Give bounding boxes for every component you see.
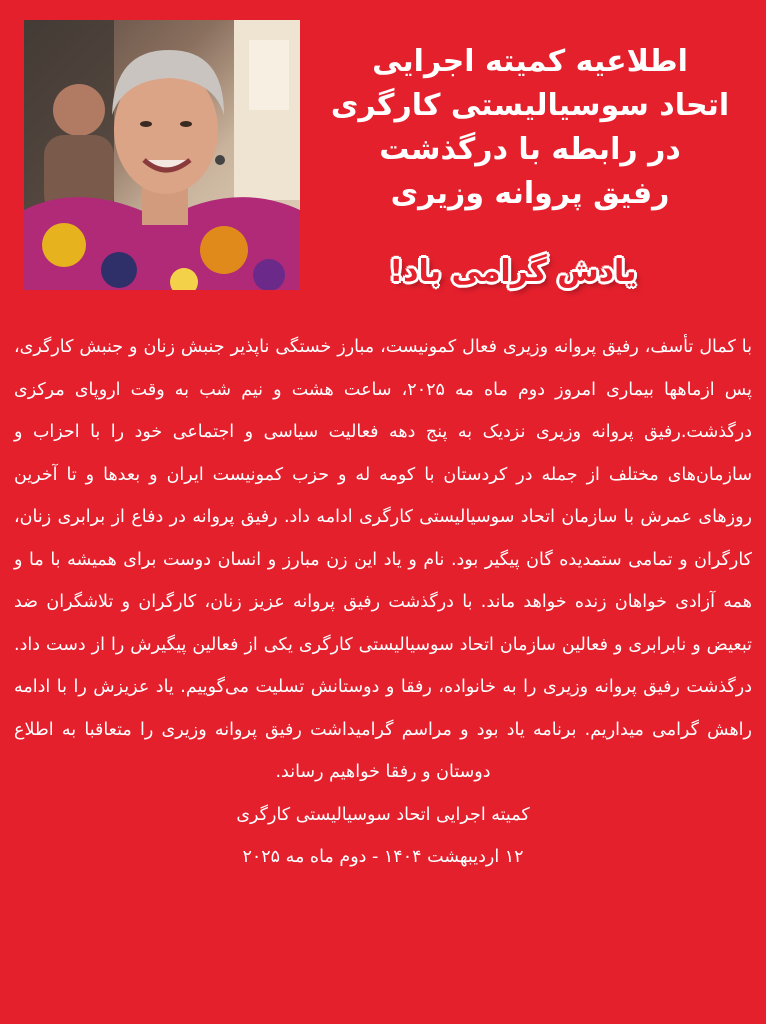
memorial-motto: یادش گرامی باد! — [389, 254, 637, 289]
title-line-4: رفیق پروانه وزیری — [390, 176, 670, 211]
title-line-3: در رابطه با درگذشت — [379, 132, 681, 167]
portrait-photo — [24, 20, 300, 290]
signature: کمیته اجرایی اتحاد سوسیالیستی کارگری — [236, 804, 530, 825]
title-line-1: اطلاعیه کمیته اجرایی — [372, 44, 688, 79]
portrait-illustration — [24, 20, 300, 290]
date-line: ۱۲ اردیبهشت ۱۴۰۴ - دوم ماه مه ۲۰۲۵ — [242, 847, 524, 867]
title-line-2: اتحاد سوسیالیستی کارگری — [330, 88, 730, 123]
announcement-body — [14, 326, 752, 1016]
body-paragraph: با کمال تأسف، رفیق پروانه وزیری فعال کمونیست، مبارز خستگی ناپذیر جنبش زنان و جنبش کارگری، پس ازماهها بیماری امروز دوم ماه مه ۲۰۲۵، ساعت هشت و نیم شب به وقت اروپای مرکزی درگذشت.رفیق پروانه وزیری نزدیک به پنج دهه فعالیت سیاسی و اجتماعی خود را با احزاب و سازمان‌های مختلف از جمله در کردستان با کومه له و حزب کمونیست ایران و بعدها و تا آخرین روزهای عمرش با سازمان اتحاد سوسیالیستی کارگری ادامه داد. رفیق پروانه در دفاع از برابری زنان، کارگران و تمامی ستمدیده گان پیگیر بود. نام و یاد این زن مبارز و انسان دوست برای همیشه با ما و همه آزادی خواهان زنده خواهد ماند. با درگذشت رفیق پروانه عزیز زنان، کارگران و تلاشگران ضد تبعیض و نابرابری و فعالین سازمان اتحاد سوسیالیستی کارگری یکی از فعالین پیگیرش را از دست داد. درگذشت رفیق پروانه وزیری را به خانواده، رفقا و دوستانش تسلیت می‌گوییم. یاد عزیزش را با ادامه راهش گرامی میداریم. برنامه یاد بود و مراسم گرامیداشت رفیق پروانه وزیری را متعاقبا به اطلاع دوستان و رفقا خواهیم رساند. — [14, 337, 752, 782]
announcement-title — [310, 40, 750, 216]
